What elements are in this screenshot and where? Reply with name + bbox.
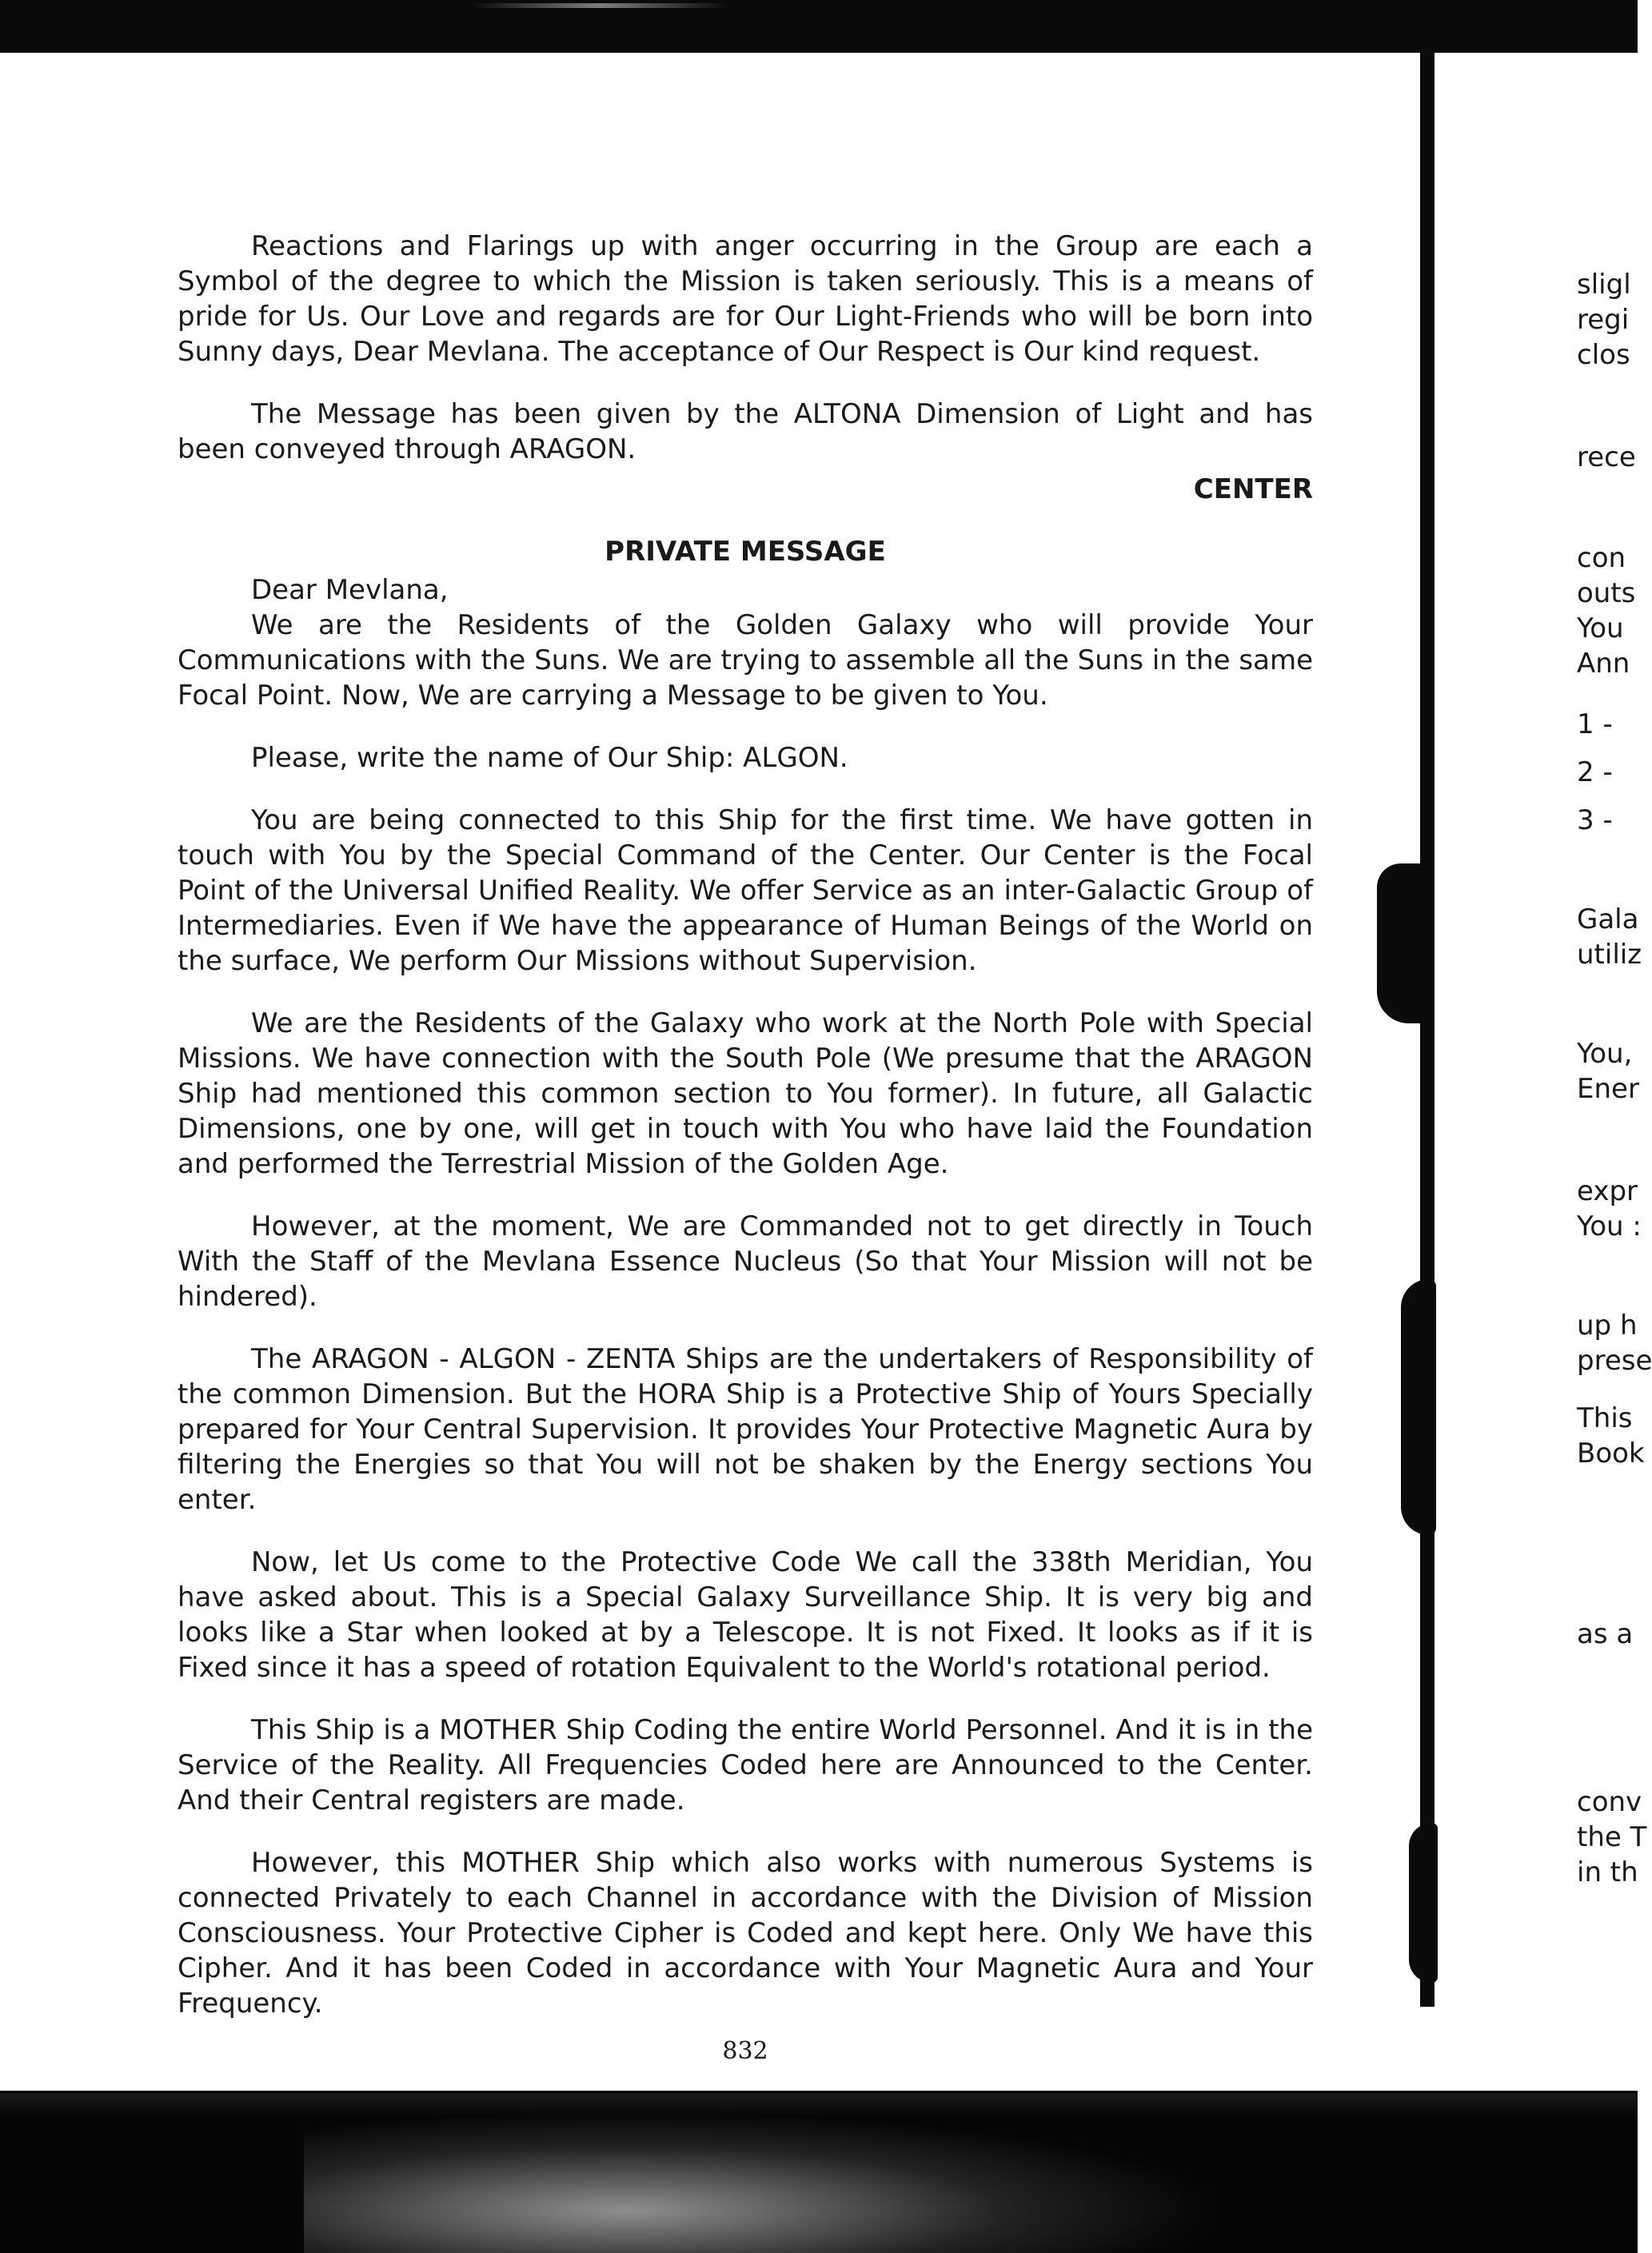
gutter-shadow-2 xyxy=(1401,1279,1436,1535)
scan-glare xyxy=(304,2111,1223,2253)
facing-fragment: regi xyxy=(1577,304,1630,336)
scan-border-top xyxy=(0,0,1638,53)
page-number: 832 xyxy=(722,2037,768,2065)
salutation: Dear Mevlana, xyxy=(251,574,449,606)
section-heading: PRIVATE MESSAGE xyxy=(605,536,886,568)
paragraph: However, at the moment, We are Commanded not to get directly in Touch With the Staff of the Mevlana Essence Nucleus (So that Your Mission will not be hindered). xyxy=(178,1210,1313,1313)
paragraph: However, this MOTHER Ship which also works with numerous Systems is connected Privately to each Channel in accordance with the Division of Mission Consciousness. Your Protective Cipher is Coded and kept here. Only We have this Cipher. And it has been Coded in accordance with Your Magnetic Aura and Your Frequency. xyxy=(178,1847,1313,2020)
book-gutter xyxy=(1420,48,1435,2007)
facing-fragment: 3 - xyxy=(1577,804,1613,836)
paragraph: This Ship is a MOTHER Ship Coding the entire World Personnel. And it is in the Service of the Reality. All Frequencies Coded here are Announced to the Center. And their Central registers are made. xyxy=(178,1714,1313,1816)
facing-fragment: the T xyxy=(1577,1821,1647,1853)
facing-fragment: conv xyxy=(1577,1786,1642,1818)
facing-fragment: clos xyxy=(1577,339,1630,371)
facing-fragment: 2 - xyxy=(1577,756,1613,788)
paragraph: We are the Residents of the Golden Galaxy who will provide Your Communications with the Suns. We are trying to assemble all the Suns in the same Focal Point. Now, We are carrying a Message to be given to You. xyxy=(178,609,1313,712)
facing-fragment: You xyxy=(1577,612,1624,644)
paragraph: Please, write the name of Our Ship: ALGON. xyxy=(251,742,848,774)
paragraph: We are the Residents of the Galaxy who work at the North Pole with Special Missions. We have connection with the South Pole (We presume that the ARAGON Ship had mentioned this common section to You former). In future, all Galactic Dimensions, one by one, will get in touch with You who have laid the Foundation and performed the Terrestrial Mission of the Golden Age. xyxy=(178,1007,1313,1180)
document-page xyxy=(178,229,1313,2021)
paragraph: The ARAGON - ALGON - ZENTA Ships are the undertakers of Responsibility of the common Dimension. But the HORA Ship is a Protective Ship of Yours Specially prepared for Your Central Supervision. It provides Your Protective Magnetic Aura by filtering the Energies so that You will not be shaken by the Energy sections You enter. xyxy=(178,1343,1313,1516)
paragraph: Now, let Us come to the Protective Code We call the 338th Meridian, You have asked about. This is a Special Galaxy Surveillance Ship. It is very big and looks like a Star when looked at by a Telescope. It is not Fixed. It looks as if it is Fixed since it has a speed of rotation Equivalent to the World's rotational period. xyxy=(178,1546,1313,1684)
facing-fragment: 1 - xyxy=(1577,708,1613,740)
facing-fragment: This xyxy=(1577,1402,1633,1434)
facing-fragment: Book xyxy=(1577,1438,1645,1469)
gutter-shadow-1 xyxy=(1377,863,1430,1023)
facing-fragment: Gala xyxy=(1577,903,1639,935)
facing-fragment: prese xyxy=(1577,1345,1652,1377)
facing-fragment: up h xyxy=(1577,1310,1638,1342)
facing-page-edge xyxy=(1577,0,1652,2079)
paragraph: Reactions and Flarings up with anger occurring in the Group are each a Symbol of the degree to which the Mission is taken seriously. This is a means of pride for Us. Our Love and regards are for Our Light-Friends who will be born into Sunny days, Dear Mevlana. The acceptance of Our Respect is Our kind request. xyxy=(178,230,1313,368)
paragraph: The Message has been given by the ALTONA Dimension of Light and has been conveyed through ARAGON. xyxy=(178,398,1313,465)
facing-fragment: You : xyxy=(1577,1210,1642,1242)
paragraph: You are being connected to this Ship for the first time. We have gotten in touch with You by the Special Command of the Center. Our Center is the Focal Point of the Universal Unified Reality. We offer Service as an inter-Galactic Group of Intermediaries. Even if We have the appearance of Human Beings of the World on the surface, We perform Our Missions without Supervision. xyxy=(178,804,1313,977)
facing-fragment: outs xyxy=(1577,577,1636,609)
facing-fragment: sligl xyxy=(1577,269,1631,301)
facing-fragment: Ann xyxy=(1577,648,1630,680)
facing-fragment: rece xyxy=(1577,441,1636,473)
facing-fragment: Ener xyxy=(1577,1073,1639,1105)
facing-fragment: expr xyxy=(1577,1175,1638,1207)
gutter-shadow-3 xyxy=(1409,1823,1438,1983)
facing-fragment: con xyxy=(1577,542,1626,574)
facing-fragment: in th xyxy=(1577,1856,1638,1888)
facing-fragment: You, xyxy=(1577,1038,1633,1070)
signature-center: CENTER xyxy=(1193,473,1313,505)
facing-fragment: as a xyxy=(1577,1618,1634,1650)
facing-fragment: utiliz xyxy=(1577,939,1642,971)
scan-glint xyxy=(472,3,728,8)
